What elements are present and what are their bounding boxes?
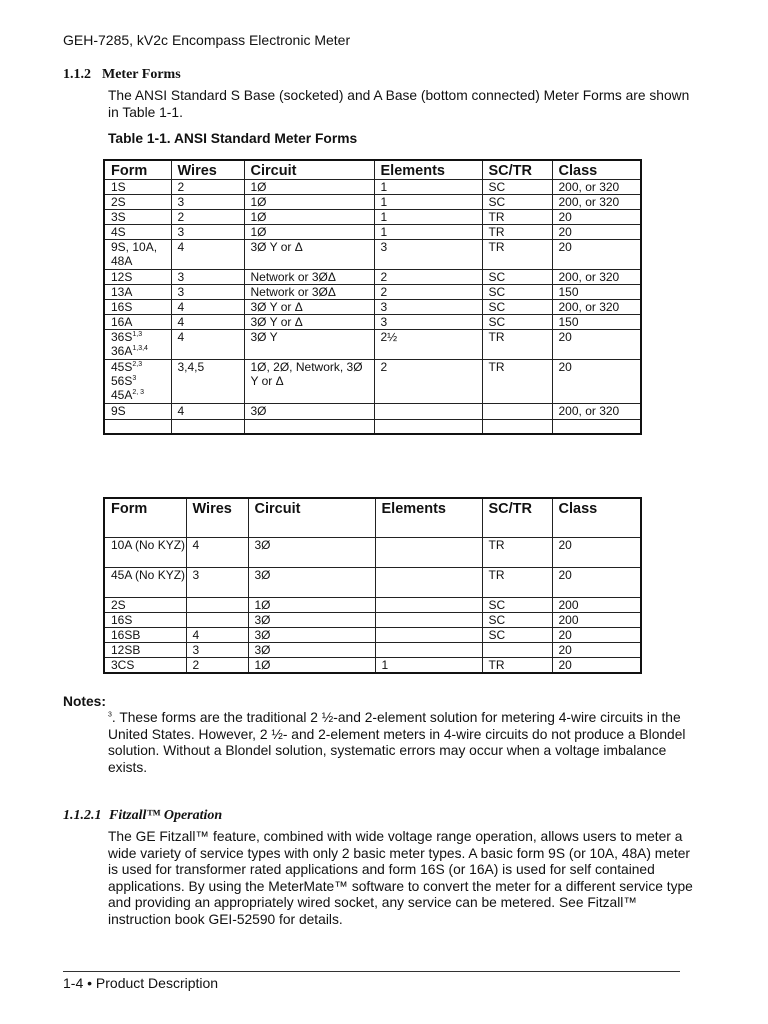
cell-class: 200, or 320 [552, 404, 641, 420]
cell-class: 150 [552, 315, 641, 330]
cell-circuit: 3Ø [248, 538, 375, 568]
table-row [104, 240, 641, 270]
cell-sctr: TR [482, 658, 552, 674]
subsection-heading [63, 808, 222, 824]
cell-wires: 4 [171, 315, 244, 330]
cell-form: 9S [104, 404, 171, 420]
cell-circuit: 1Ø [244, 210, 374, 225]
cell-circuit: 3Ø Y or Δ [244, 315, 374, 330]
column-header: Elements [374, 160, 482, 180]
cell-form: 16S [104, 300, 171, 315]
column-header: Form [104, 498, 186, 538]
column-header: Circuit [248, 498, 375, 538]
table-row [104, 195, 641, 210]
cell-sctr: SC [482, 628, 552, 643]
cell-form: 10A (No KYZ) [104, 538, 186, 568]
cell-class: 20 [552, 330, 641, 360]
cell-sctr: SC [482, 270, 552, 285]
cell-form: 45A (No KYZ) [104, 568, 186, 598]
cell-circuit: Network or 3ØΔ [244, 285, 374, 300]
section-intro: The ANSI Standard S Base (socketed) and A Base (bottom connected) Meter Forms are shown in Table 1-1. [108, 88, 690, 120]
cell-sctr [482, 420, 552, 434]
cell-wires: 3 [186, 568, 248, 598]
cell-class: 20 [552, 643, 641, 658]
cell-class: 20 [552, 568, 641, 598]
cell-class: 150 [552, 285, 641, 300]
cell-class: 200 [552, 598, 641, 613]
cell-elements [375, 643, 482, 658]
table-row [104, 330, 641, 360]
cell-elements: 2 [374, 285, 482, 300]
meter-forms-table-continued [103, 497, 642, 674]
cell-wires: 4 [186, 628, 248, 643]
cell-elements: 3 [374, 315, 482, 330]
table-row [104, 210, 641, 225]
column-header: Form [104, 160, 171, 180]
cell-circuit: 3Ø [248, 613, 375, 628]
cell-class: 200, or 320 [552, 180, 641, 195]
cell-class: 200, or 320 [552, 270, 641, 285]
cell-sctr: SC [482, 300, 552, 315]
table-row [104, 568, 641, 598]
cell-form: 13A [104, 285, 171, 300]
cell-sctr [482, 643, 552, 658]
cell-class: 200 [552, 613, 641, 628]
table-row [104, 643, 641, 658]
section-number: 1.1.2 [63, 67, 91, 82]
cell-wires: 4 [171, 330, 244, 360]
cell-wires: 4 [171, 300, 244, 315]
meter-forms-table [103, 159, 642, 435]
cell-circuit: 3Ø Y [244, 330, 374, 360]
column-header: Elements [375, 498, 482, 538]
cell-elements: 3 [374, 240, 482, 270]
cell-circuit: 3Ø [248, 643, 375, 658]
cell-elements: 2 [374, 360, 482, 404]
cell-wires: 2 [171, 180, 244, 195]
subsection-title: Fitzall™ Operation [109, 808, 223, 823]
cell-sctr: TR [482, 568, 552, 598]
cell-circuit: 3Ø Y or Δ [244, 300, 374, 315]
cell-circuit: 1Ø [244, 180, 374, 195]
cell-wires: 3 [171, 225, 244, 240]
cell-wires: 3 [171, 285, 244, 300]
cell-class: 20 [552, 225, 641, 240]
cell-wires: 3,4,5 [171, 360, 244, 404]
cell-circuit: 1Ø [248, 598, 375, 613]
column-header: SC/TR [482, 498, 552, 538]
cell-sctr: TR [482, 538, 552, 568]
cell-circuit: 1Ø [244, 225, 374, 240]
column-header: Class [552, 498, 641, 538]
cell-sctr: TR [482, 240, 552, 270]
cell-circuit: 3Ø [244, 404, 374, 420]
note-text: . These forms are the traditional 2 ½-and 2-element solution for metering 4-wire circuits in the United States. However, 2 ½- and 2-element meters in 4-wire circuits do not produce a Blondel solution. Without a Blondel solution, systematic errors may occur when a voltage imbalance exists. [108, 710, 686, 775]
cell-class: 20 [552, 360, 641, 404]
page-header: GEH-7285, kV2c Encompass Electronic Meter [63, 32, 351, 48]
table-row [104, 628, 641, 643]
column-header: Wires [186, 498, 248, 538]
cell-form [104, 420, 171, 434]
cell-sctr: SC [482, 598, 552, 613]
table-row [104, 315, 641, 330]
fitzall-paragraph: The GE Fitzall™ feature, combined with wide voltage range operation, allows users to meter a wide variety of service types with only 2 basic meter types. A basic form 9S (or 10A, 48A) meter is used for transformer rated applications and form 16S (or 16A) is used for self contained applications. By using the MeterMate™ software to convert the meter for a different service type and providing an appropriately wired socket, any service can be metered. See Fitzall™ instruction book GEI-52590 for details. [108, 829, 693, 927]
table-row [104, 613, 641, 628]
page-footer: 1-4 • Product Description [63, 975, 219, 991]
table-row [104, 598, 641, 613]
cell-sctr: SC [482, 180, 552, 195]
cell-form: $45S^{2,3}$ $56S^3$ $45A^{2, 3}$ [104, 360, 171, 404]
table-header-row [104, 498, 641, 538]
cell-class: 20 [552, 628, 641, 643]
cell-form: 16S [104, 613, 186, 628]
cell-class: 20 [552, 210, 641, 225]
notes-label: Notes: [63, 694, 106, 709]
cell-class: 20 [552, 538, 641, 568]
cell-circuit: 3Ø [248, 628, 375, 643]
cell-sctr: SC [482, 613, 552, 628]
cell-wires: 4 [186, 538, 248, 568]
cell-elements: 1 [374, 210, 482, 225]
cell-wires: 3 [186, 643, 248, 658]
cell-class: 200, or 320 [552, 195, 641, 210]
cell-elements: 1 [375, 658, 482, 674]
cell-form: $36S^{1,3}$ $36A^{1,3,4}$ [104, 330, 171, 360]
section-title: Meter Forms [102, 67, 181, 82]
cell-wires: 3 [171, 270, 244, 285]
cell-wires: 4 [171, 240, 244, 270]
cell-form: 2S [104, 598, 186, 613]
table-row [104, 404, 641, 420]
cell-sctr: SC [482, 195, 552, 210]
cell-circuit: 3Ø Y or Δ [244, 240, 374, 270]
cell-circuit: 1Ø, 2Ø, Network, 3Ø Y or Δ [244, 360, 374, 404]
cell-elements [374, 420, 482, 434]
cell-elements [374, 404, 482, 420]
cell-elements [375, 568, 482, 598]
table-row [104, 180, 641, 195]
cell-elements [375, 613, 482, 628]
table-row [104, 285, 641, 300]
cell-wires [186, 598, 248, 613]
table-row [104, 538, 641, 568]
cell-circuit: Network or 3ØΔ [244, 270, 374, 285]
cell-circuit [244, 420, 374, 434]
cell-wires: 3 [171, 195, 244, 210]
cell-elements: 1 [374, 180, 482, 195]
cell-elements: 2 [374, 270, 482, 285]
column-header: Wires [171, 160, 244, 180]
cell-wires: 2 [171, 210, 244, 225]
cell-sctr: SC [482, 315, 552, 330]
column-header: SC/TR [482, 160, 552, 180]
cell-form: 16SB [104, 628, 186, 643]
column-header: Circuit [244, 160, 374, 180]
note-marker: 3 [108, 711, 112, 719]
cell-form: 9S, 10A, 48A [104, 240, 171, 270]
cell-form: 12S [104, 270, 171, 285]
table-row [104, 360, 641, 404]
cell-sctr: SC [482, 285, 552, 300]
cell-sctr: TR [482, 360, 552, 404]
cell-class: 200, or 320 [552, 300, 641, 315]
cell-form: 3S [104, 210, 171, 225]
cell-elements: 3 [374, 300, 482, 315]
cell-circuit: 3Ø [248, 568, 375, 598]
cell-form: 12SB [104, 643, 186, 658]
cell-sctr: TR [482, 225, 552, 240]
cell-class: 20 [552, 658, 641, 674]
cell-class: 20 [552, 240, 641, 270]
cell-elements [375, 628, 482, 643]
note-3 [108, 710, 698, 776]
section-heading [63, 67, 181, 83]
cell-elements [375, 598, 482, 613]
subsection-number: 1.1.2.1 [63, 808, 102, 823]
table-caption: Table 1-1. ANSI Standard Meter Forms [108, 131, 358, 146]
cell-class [552, 420, 641, 434]
cell-form: 1S [104, 180, 171, 195]
cell-circuit: 1Ø [248, 658, 375, 674]
cell-form: 2S [104, 195, 171, 210]
cell-form: 4S [104, 225, 171, 240]
cell-elements: 1 [374, 225, 482, 240]
cell-circuit: 1Ø [244, 195, 374, 210]
cell-sctr: TR [482, 330, 552, 360]
cell-elements: 1 [374, 195, 482, 210]
cell-wires [186, 613, 248, 628]
cell-wires [171, 420, 244, 434]
cell-elements: 2½ [374, 330, 482, 360]
table-row [104, 270, 641, 285]
cell-form: 16A [104, 315, 171, 330]
cell-elements [375, 538, 482, 568]
column-header: Class [552, 160, 641, 180]
table-row [104, 300, 641, 315]
table-row [104, 658, 641, 674]
table-row [104, 420, 641, 434]
cell-wires: 2 [186, 658, 248, 674]
cell-wires: 4 [171, 404, 244, 420]
table-row [104, 225, 641, 240]
footer-divider [63, 971, 680, 972]
table-header-row [104, 160, 641, 180]
cell-sctr: TR [482, 210, 552, 225]
cell-form: 3CS [104, 658, 186, 674]
cell-sctr [482, 404, 552, 420]
